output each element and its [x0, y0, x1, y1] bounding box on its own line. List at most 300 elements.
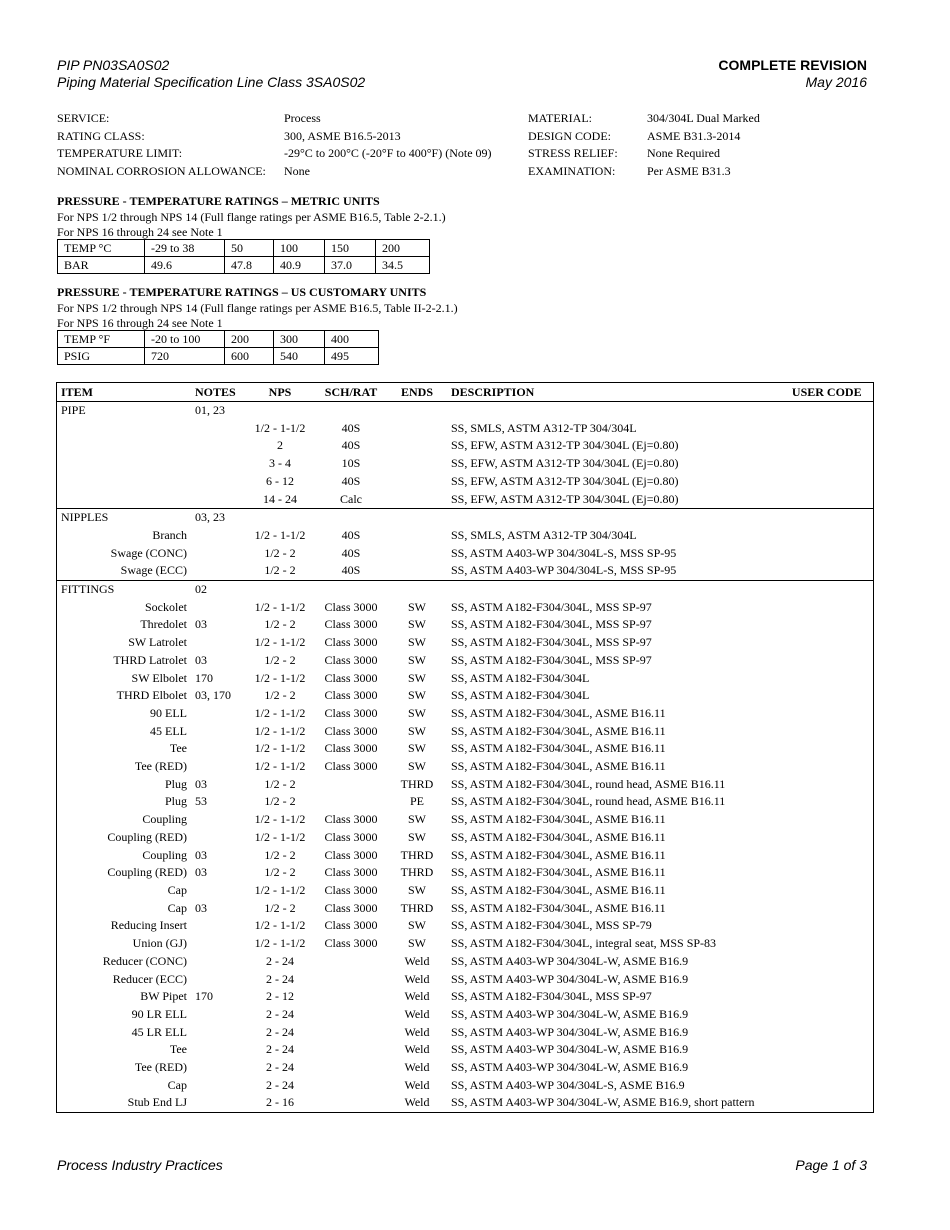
table-cell: [788, 402, 874, 420]
table-cell: [191, 473, 245, 491]
table-row: [57, 491, 874, 509]
table-cell: THRD Latrolet: [113, 652, 187, 667]
table-cell: [788, 864, 874, 882]
table-cell: THRD: [400, 847, 434, 862]
info-value: ASME B31.3-2014: [647, 128, 741, 143]
table-cell: THRD: [400, 865, 434, 880]
table-cell: 1/2 - 1-1/2: [254, 829, 306, 844]
table-cell: Class 3000: [324, 723, 378, 738]
table-cell: SS, SMLS, ASTM A312-TP 304/304L: [451, 420, 637, 435]
table-cell: SS, ASTM A182-F304/304L, MSS SP-97: [451, 599, 652, 614]
table-cell: SS, EFW, ASTM A312-TP 304/304L (Ej=0.80): [451, 491, 679, 506]
table-cell: [245, 402, 315, 420]
table-cell: [788, 1006, 874, 1024]
table-cell: [788, 1024, 874, 1042]
table-cell: FITTINGS: [57, 581, 192, 599]
table-cell: Plug: [164, 794, 187, 809]
table-cell: [315, 1059, 387, 1077]
table-row: [57, 953, 874, 971]
table-row: [57, 527, 874, 545]
table-cell: 2 - 16: [266, 1095, 294, 1110]
table-cell: 40S: [341, 420, 361, 435]
footer-organization: Process Industry Practices: [57, 1157, 223, 1173]
table-cell: [191, 758, 245, 776]
table-row: [57, 1077, 874, 1095]
table-cell: [245, 509, 315, 527]
table-cell: Cap: [167, 1077, 187, 1092]
table-cell: [315, 402, 387, 420]
table-cell: [191, 1059, 245, 1077]
info-value: 304/304L Dual Marked: [647, 111, 760, 125]
table-cell: [191, 455, 245, 473]
table-cell: 1/2 - 1-1/2: [254, 670, 306, 685]
table-cell: 03: [195, 776, 207, 791]
table-cell: SW: [408, 741, 426, 756]
table-row: [57, 545, 874, 563]
table-cell: SW: [408, 723, 426, 738]
table-row: [57, 900, 874, 918]
table-cell: 49.6: [145, 257, 225, 274]
table-cell: Cap: [167, 882, 187, 897]
table-cell: PE: [409, 794, 424, 809]
table-row: [57, 988, 874, 1006]
table-cell: [788, 420, 874, 438]
table-cell: Weld: [404, 1077, 430, 1092]
table-cell: [245, 581, 315, 599]
table-cell: -29 to 38: [145, 240, 225, 257]
table-cell: 03: [195, 847, 207, 862]
table-cell: [315, 581, 387, 599]
metric-ratings-table: [57, 239, 430, 274]
table-cell: THRD: [400, 900, 434, 915]
table-cell: [788, 455, 874, 473]
metric-ratings-title: PRESSURE - TEMPERATURE RATINGS – METRIC UNITS: [57, 194, 380, 208]
info-label: TEMPERATURE LIMIT:: [57, 146, 183, 161]
info-label: NOMINAL CORROSION ALLOWANCE:: [57, 164, 266, 179]
table-cell: 1/2 - 1-1/2: [254, 918, 306, 933]
table-cell: Swage (ECC): [120, 563, 187, 578]
table-cell: [788, 509, 874, 527]
table-cell: 170: [195, 989, 213, 1004]
table-cell: [788, 1077, 874, 1095]
table-cell: [191, 1006, 245, 1024]
table-cell: SS, ASTM A182-F304/304L, ASME B16.11: [451, 865, 666, 880]
table-cell: Tee: [169, 1042, 187, 1057]
info-value: 300, ASME B16.5-2013: [284, 128, 401, 143]
table-row: [57, 1024, 874, 1042]
table-cell: [315, 509, 387, 527]
table-cell: 1/2 - 1-1/2: [254, 723, 306, 738]
table-row: [57, 882, 874, 900]
table-cell: Thredolet: [140, 617, 187, 632]
table-cell: Branch: [152, 527, 187, 542]
table-cell: SW: [408, 918, 426, 933]
info-right: [528, 110, 760, 181]
table-cell: [57, 473, 192, 491]
table-cell: [315, 1041, 387, 1059]
table-cell: SW: [408, 829, 426, 844]
table-cell: Weld: [404, 1024, 430, 1039]
table-cell: SS, ASTM A182-F304/304L, ASME B16.11: [451, 847, 666, 862]
table-cell: SS, ASTM A182-F304/304L, ASME B16.11: [451, 759, 666, 774]
table-cell: [191, 545, 245, 563]
table-cell: SW: [408, 688, 426, 703]
metric-ratings-note: For NPS 16 through 24 see Note 1: [57, 225, 223, 239]
document-title: Piping Material Specification Line Class 3SA0S02: [57, 74, 366, 90]
table-cell: [315, 971, 387, 989]
table-cell: SS, ASTM A182-F304/304L, ASME B16.11: [451, 829, 666, 844]
table-cell: Weld: [404, 1042, 430, 1057]
table-cell: 540: [274, 348, 325, 365]
table-row: [57, 634, 874, 652]
table-cell: SS, EFW, ASTM A312-TP 304/304L (Ej=0.80): [451, 438, 679, 453]
table-cell: 02: [191, 581, 245, 599]
table-cell: SS, ASTM A403-WP 304/304L-S, MSS SP-95: [451, 545, 677, 560]
table-cell: SS, ASTM A182-F304/304L, ASME B16.11: [451, 882, 666, 897]
table-cell: SS, ASTM A182-F304/304L, MSS SP-79: [451, 918, 652, 933]
table-cell: THRD Elbolet: [116, 688, 187, 703]
table-row: [57, 455, 874, 473]
table-section-row: [57, 581, 874, 599]
table-cell: 1/2 - 1-1/2: [254, 759, 306, 774]
table-cell: [191, 437, 245, 455]
info-row: [57, 163, 492, 181]
table-cell: [387, 562, 447, 580]
table-cell: [315, 953, 387, 971]
table-cell: [788, 1094, 874, 1112]
table-cell: Plug: [164, 776, 187, 791]
info-row: [57, 110, 492, 128]
table-cell: [387, 527, 447, 545]
table-cell: 1/2 - 1-1/2: [254, 420, 306, 435]
table-row: [57, 705, 874, 723]
table-cell: 03: [195, 865, 207, 880]
table-cell: SS, ASTM A182-F304/304L, ASME B16.11: [451, 900, 666, 915]
table-cell: SW: [408, 617, 426, 632]
table-cell: Coupling: [142, 847, 187, 862]
table-row: [57, 1059, 874, 1077]
table-cell: 03, 170: [195, 688, 231, 703]
table-cell: 1/2 - 2: [264, 688, 296, 703]
table-cell: [447, 402, 788, 420]
table-cell: [788, 793, 874, 811]
table-cell: Class 3000: [324, 670, 378, 685]
info-left: [57, 110, 492, 181]
table-cell: SW: [408, 599, 426, 614]
table-cell: Reducer (CONC): [102, 953, 187, 968]
table-cell: Cap: [167, 900, 187, 915]
table-cell: 100: [274, 240, 325, 257]
table-cell: [191, 882, 245, 900]
table-cell: 1/2 - 2: [264, 617, 296, 632]
column-header: SCH/RAT: [315, 383, 387, 402]
table-cell: [315, 988, 387, 1006]
table-cell: [447, 509, 788, 527]
table-cell: [191, 953, 245, 971]
table-cell: SW: [408, 882, 426, 897]
table-cell: Stub End LJ: [127, 1095, 187, 1110]
table-cell: Class 3000: [324, 599, 378, 614]
table-cell: 37.0: [325, 257, 376, 274]
table-cell: [788, 776, 874, 794]
table-cell: [387, 491, 447, 509]
table-cell: [57, 455, 192, 473]
table-cell: [57, 437, 192, 455]
table-cell: [788, 473, 874, 491]
metric-ratings-note: For NPS 1/2 through NPS 14 (Full flange ratings per ASME B16.5, Table 2-2.1.): [57, 210, 446, 224]
table-cell: [788, 634, 874, 652]
table-cell: Weld: [404, 1095, 430, 1110]
table-cell: Reducing Insert: [110, 918, 187, 933]
table-cell: PIPE: [61, 403, 86, 417]
table-cell: 1/2 - 1-1/2: [254, 936, 306, 951]
table-cell: SS, ASTM A182-F304/304L, ASME B16.11: [451, 741, 666, 756]
table-cell: Class 3000: [324, 865, 378, 880]
table-cell: Calc: [340, 491, 362, 506]
table-row: [57, 1041, 874, 1059]
table-row: [57, 917, 874, 935]
table-cell: Class 3000: [324, 812, 378, 827]
column-header: USER CODE: [788, 383, 874, 402]
table-cell: 2 - 12: [266, 989, 294, 1004]
info-label: DESIGN CODE:: [528, 128, 611, 143]
table-cell: SS, ASTM A403-WP 304/304L-S, ASME B16.9: [451, 1077, 685, 1092]
table-cell: [315, 793, 387, 811]
table-cell: Weld: [404, 971, 430, 986]
table-cell: 2 - 24: [266, 971, 294, 986]
table-row: [57, 776, 874, 794]
table-cell: [191, 420, 245, 438]
table-row: [57, 935, 874, 953]
table-cell: [315, 1094, 387, 1112]
table-cell: 2 - 24: [266, 1042, 294, 1057]
table-cell: 40S: [341, 563, 361, 578]
table-cell: [387, 581, 447, 599]
table-cell: Class 3000: [324, 741, 378, 756]
table-cell: 1/2 - 2: [264, 776, 296, 791]
table-row: [57, 740, 874, 758]
table-cell: 1/2 - 1-1/2: [254, 741, 306, 756]
table-cell: [315, 1077, 387, 1095]
table-cell: 600: [225, 348, 274, 365]
table-cell: 1/2 - 1-1/2: [254, 599, 306, 614]
table-row: [57, 811, 874, 829]
table-cell: [788, 900, 874, 918]
table-cell: [191, 599, 245, 617]
table-cell: 90 LR ELL: [131, 1006, 187, 1021]
table-cell: SS, ASTM A182-F304/304L, round head, ASME B16.11: [451, 776, 726, 791]
info-label: MATERIAL:: [528, 111, 592, 125]
table-cell: 50: [225, 240, 274, 257]
table-cell: SW: [408, 812, 426, 827]
table-cell: [191, 1041, 245, 1059]
info-label: SERVICE:: [57, 111, 110, 125]
table-cell: [387, 420, 447, 438]
table-row: [57, 599, 874, 617]
table-cell: Class 3000: [324, 918, 378, 933]
table-cell: 53: [195, 794, 207, 809]
table-cell: [788, 758, 874, 776]
table-cell: 1/2 - 2: [264, 563, 296, 578]
table-cell: 45 LR ELL: [131, 1024, 187, 1039]
table-cell: 2 - 24: [266, 1006, 294, 1021]
table-cell: [191, 562, 245, 580]
table-cell: [788, 652, 874, 670]
info-value: None: [284, 164, 310, 179]
column-header: NOTES: [191, 383, 245, 402]
table-cell: 1/2 - 2: [264, 847, 296, 862]
table-cell: SS, ASTM A403-WP 304/304L-W, ASME B16.9: [451, 971, 689, 986]
us-ratings-note: For NPS 1/2 through NPS 14 (Full flange ratings per ASME B16.5, Table II-2-2.1.): [57, 301, 458, 315]
table-cell: [57, 491, 192, 509]
info-value: Process: [284, 111, 321, 125]
table-cell: 40S: [341, 473, 361, 488]
info-row: [57, 128, 492, 146]
table-cell: [57, 420, 192, 438]
table-cell: [191, 527, 245, 545]
table-cell: [387, 509, 447, 527]
table-cell: 03, 23: [191, 509, 245, 527]
table-header-row: [57, 383, 874, 402]
table-cell: 2 - 24: [266, 1077, 294, 1092]
table-cell: 1/2 - 2: [264, 652, 296, 667]
table-cell: Class 3000: [324, 900, 378, 915]
us-ratings-table: [57, 330, 379, 365]
column-header: DESCRIPTION: [447, 383, 788, 402]
table-cell: -20 to 100: [145, 331, 225, 348]
table-cell: Class 3000: [324, 936, 378, 951]
table-cell: SS, ASTM A403-WP 304/304L-W, ASME B16.9: [451, 1060, 689, 1075]
table-cell: SS, ASTM A403-WP 304/304L-W, ASME B16.9: [451, 1042, 689, 1057]
table-cell: 01, 23: [195, 403, 225, 417]
table-cell: [788, 988, 874, 1006]
table-cell: [387, 545, 447, 563]
table-cell: SS, ASTM A403-WP 304/304L-W, ASME B16.9: [451, 1024, 689, 1039]
info-label: RATING CLASS:: [57, 128, 145, 143]
table-cell: 10S: [341, 456, 361, 471]
table-cell: TEMP °F: [58, 331, 145, 348]
table-cell: SW: [408, 652, 426, 667]
table-cell: SW: [408, 936, 426, 951]
table-cell: [788, 581, 874, 599]
table-cell: Tee (RED): [134, 759, 187, 774]
table-cell: TEMP °C: [58, 240, 145, 257]
table-cell: 150: [325, 240, 376, 257]
info-label: EXAMINATION:: [528, 164, 616, 179]
info-row: [57, 145, 492, 163]
table-cell: SS, ASTM A182-F304/304L, round head, ASME B16.11: [451, 794, 726, 809]
table-cell: 1/2 - 2: [264, 794, 296, 809]
us-ratings-note: For NPS 16 through 24 see Note 1: [57, 316, 223, 330]
us-ratings-title: PRESSURE - TEMPERATURE RATINGS – US CUSTOMARY UNITS: [57, 285, 427, 299]
table-cell: 03: [195, 617, 207, 632]
table-cell: [191, 1024, 245, 1042]
table-cell: [788, 811, 874, 829]
table-cell: [788, 723, 874, 741]
table-cell: [788, 1059, 874, 1077]
table-row: [57, 670, 874, 688]
table-cell: SW Elbolet: [131, 670, 187, 685]
table-row: [57, 864, 874, 882]
table-cell: 495: [325, 348, 379, 365]
table-cell: SS, EFW, ASTM A312-TP 304/304L (Ej=0.80): [451, 456, 679, 471]
table-cell: [387, 402, 447, 420]
table-cell: 170: [195, 670, 213, 685]
table-cell: Class 3000: [324, 652, 378, 667]
column-header: ENDS: [387, 383, 447, 402]
table-cell: [191, 740, 245, 758]
table-cell: [788, 882, 874, 900]
table-cell: [191, 1077, 245, 1095]
table-cell: Tee: [169, 741, 187, 756]
document-header-left: [57, 57, 365, 91]
table-cell: 40S: [341, 545, 361, 560]
table-cell: [788, 1041, 874, 1059]
table-cell: [191, 917, 245, 935]
table-cell: SW: [408, 670, 426, 685]
table-row: [57, 971, 874, 989]
table-cell: SS, ASTM A182-F304/304L, integral seat, MSS SP-83: [451, 936, 717, 951]
table-cell: [788, 616, 874, 634]
table-cell: [315, 776, 387, 794]
table-cell: [788, 527, 874, 545]
table-cell: [191, 491, 245, 509]
table-cell: 720: [145, 348, 225, 365]
table-cell: 40.9: [274, 257, 325, 274]
table-cell: 45 ELL: [150, 723, 187, 738]
revision-date: May 2016: [805, 74, 867, 90]
table-cell: SW: [408, 705, 426, 720]
table-cell: 40S: [341, 527, 361, 542]
table-cell: 400: [325, 331, 379, 348]
info-label: STRESS RELIEF:: [528, 146, 618, 161]
table-row: [57, 758, 874, 776]
table-cell: 1/2 - 2: [264, 865, 296, 880]
table-cell: [788, 491, 874, 509]
table-row: [57, 829, 874, 847]
table-cell: Tee (RED): [134, 1060, 187, 1075]
table-cell: [788, 917, 874, 935]
table-cell: Class 3000: [324, 705, 378, 720]
table-cell: 2 - 24: [266, 1060, 294, 1075]
column-header: NPS: [245, 383, 315, 402]
table-cell: [191, 811, 245, 829]
table-cell: [191, 971, 245, 989]
table-cell: SS, ASTM A403-WP 304/304L-W, ASME B16.9: [451, 1006, 689, 1021]
page-number: Page 1 of 3: [795, 1157, 867, 1173]
table-cell: Weld: [404, 1006, 430, 1021]
info-row: [528, 128, 760, 146]
table-cell: 03: [195, 652, 207, 667]
table-cell: [788, 935, 874, 953]
table-cell: [191, 705, 245, 723]
table-row: [57, 847, 874, 865]
table-cell: [788, 847, 874, 865]
table-cell: Weld: [404, 1060, 430, 1075]
table-cell: SS, ASTM A182-F304/304L, MSS SP-97: [451, 652, 652, 667]
document-id: PIP PN03SA0S02: [57, 57, 170, 73]
table-cell: Class 3000: [324, 759, 378, 774]
table-cell: Class 3000: [324, 847, 378, 862]
table-cell: Class 3000: [324, 688, 378, 703]
table-cell: PSIG: [58, 348, 145, 365]
table-body: [57, 402, 874, 1113]
table-cell: [788, 687, 874, 705]
table-row: [57, 616, 874, 634]
table-row: [58, 331, 379, 348]
table-cell: SS, SMLS, ASTM A312-TP 304/304L: [451, 527, 637, 542]
table-row: [57, 562, 874, 580]
